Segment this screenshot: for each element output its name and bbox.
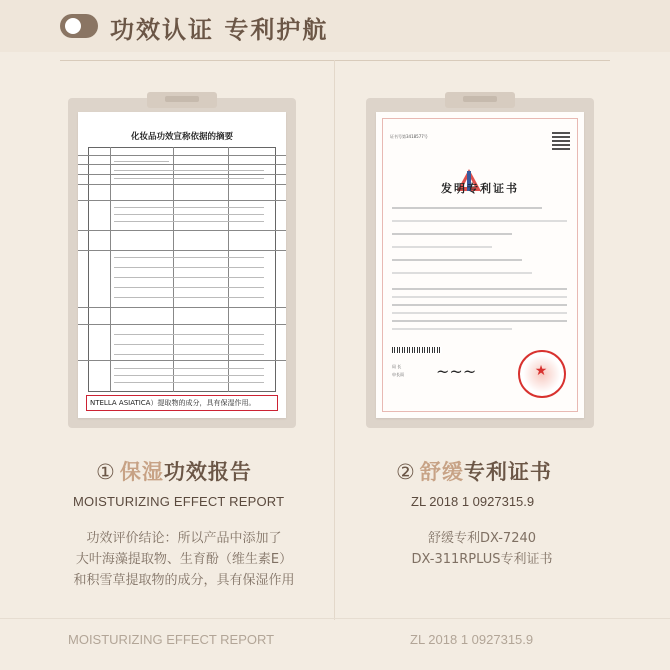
report-section-title: ① 保湿功效报告 xyxy=(96,460,252,484)
patent-description: 舒缓专利DX-7240 DX-311RPLUS专利证书 xyxy=(411,531,553,567)
report-description: 功效评价结论：所以产品中添加了 大叶海藻提取物、生育酚（维生素E） 和积雪草提取物的成分，具有保湿作用 xyxy=(73,531,295,588)
report-subtitle: MOISTURIZING EFFECT REPORT xyxy=(73,494,285,509)
divider-vertical xyxy=(334,60,335,620)
number-one-icon: ① xyxy=(96,460,116,484)
official-seal-icon: ★ xyxy=(518,350,566,398)
header xyxy=(0,0,670,52)
patent-card xyxy=(366,98,594,428)
report-document xyxy=(78,112,286,418)
report-footer: MOISTURIZING EFFECT REPORT xyxy=(68,632,275,647)
patent-section-title: ② 舒缓专利证书 xyxy=(396,460,552,484)
footer-divider xyxy=(0,618,670,619)
report-doc-footer: NTELLA ASIATICA）提取物的成分，具有保湿作用。 xyxy=(86,395,278,411)
report-doc-title: 化妆品功效宣称依据的摘要 xyxy=(130,132,233,142)
patent-subtitle: ZL 2018 1 0927315.9 xyxy=(411,494,535,509)
clipboard-clip-icon xyxy=(445,92,515,108)
qr-code-icon xyxy=(552,132,570,150)
clipboard-clip-icon xyxy=(147,92,217,108)
patent-cert-number: 证书号第3418577号 xyxy=(390,134,428,139)
patent-title: 发明专利证书 xyxy=(441,182,519,195)
toggle-pill-icon xyxy=(60,14,98,38)
toggle-dot-icon xyxy=(65,18,81,34)
barcode-icon xyxy=(392,347,442,353)
signature-icon: ~~~ xyxy=(436,362,477,381)
patent-document: 证书号第3418577号 发明专利证书 局 长 申长雨 ~~~ ★ xyxy=(376,112,584,418)
patent-footer: ZL 2018 1 0927315.9 xyxy=(410,632,534,647)
page-title: 功效认证 专利护航 xyxy=(110,16,329,44)
number-two-icon: ② xyxy=(396,460,416,484)
divider xyxy=(60,60,610,61)
report-card xyxy=(68,98,296,428)
